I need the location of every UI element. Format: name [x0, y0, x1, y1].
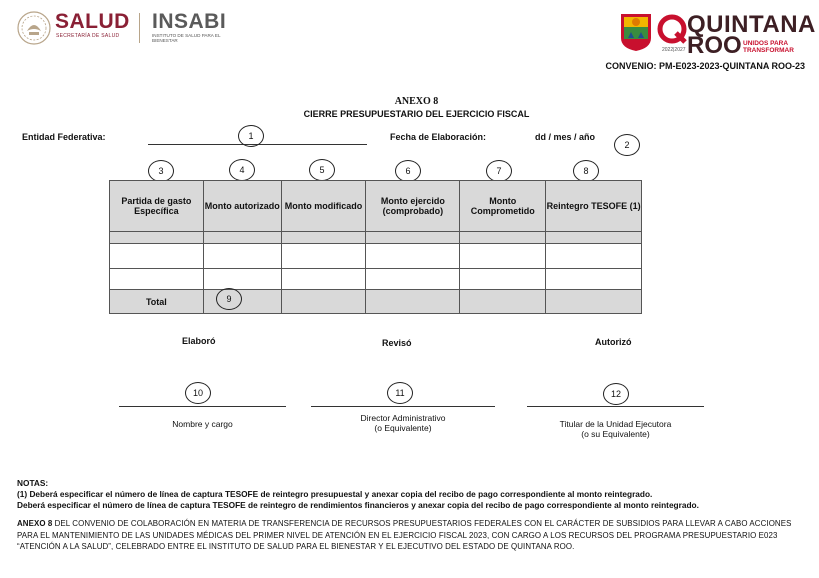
table-cell[interactable]	[203, 232, 281, 244]
mexico-coat-of-arms-logo	[17, 11, 51, 45]
note-line-2: Deberá especificar el número de línea de captura TESOFE de reintegro de rendimientos financieros y anexar copia del recibo de pago correspondiente al monto reintegrado.	[17, 500, 699, 510]
table-cell[interactable]	[366, 232, 460, 244]
header-monto-comprometido: Monto Comprometido	[460, 181, 546, 232]
marker-4: 4	[229, 159, 255, 181]
header-reintegro-tesofe: Reintegro TESOFE (1)	[546, 181, 642, 232]
total-cell[interactable]	[203, 290, 281, 314]
marker-11: 11	[387, 382, 413, 404]
insabi-subtitle: INSTITUTO DE SALUD PARA EL BIENESTAR	[152, 33, 221, 43]
header-partida: Partida de gasto Específica	[110, 181, 204, 232]
signature-line-elaboro[interactable]	[119, 406, 286, 407]
table-cell[interactable]	[366, 244, 460, 269]
table-row	[110, 269, 642, 290]
nombre-cargo-caption: Nombre y cargo	[172, 419, 233, 429]
header-monto-ejercido: Monto ejercido (comprobado)	[366, 181, 460, 232]
director-caption	[311, 413, 495, 433]
reviso-label: Revisó	[382, 338, 412, 348]
table-cell[interactable]	[546, 232, 642, 244]
table-row	[110, 232, 642, 244]
footer-anexo-bold: ANEXO 8	[17, 519, 53, 528]
total-cell[interactable]	[546, 290, 642, 314]
marker-7: 7	[486, 160, 512, 182]
marker-12: 12	[603, 383, 629, 405]
total-cell[interactable]	[366, 290, 460, 314]
qr-tagline: UNIDOS PARA TRANSFORMAR	[743, 40, 794, 54]
table-cell[interactable]	[110, 244, 204, 269]
salud-logo-text: SALUD	[55, 10, 130, 33]
signature-line-reviso[interactable]	[311, 406, 495, 407]
anexo-title: ANEXO 8	[394, 96, 439, 107]
table-cell[interactable]	[203, 269, 281, 290]
signature-line-autorizo[interactable]	[527, 406, 704, 407]
marker-10: 10	[185, 382, 211, 404]
table-cell[interactable]	[546, 244, 642, 269]
note-line-1: (1) Deberá especificar el número de línea de captura TESOFE de reintegro presupuestal y anexar copia del recibo de pago correspondiente al monto reintegrado.	[17, 489, 653, 499]
table-total-row	[110, 290, 642, 314]
marker-6: 6	[395, 160, 421, 182]
table-cell[interactable]	[281, 269, 366, 290]
titular-caption-line1: Titular de la Unidad Ejecutora	[559, 419, 672, 429]
roo-logo-text: ROO	[687, 32, 742, 59]
marker-9: 9	[216, 288, 242, 310]
entidad-label: Entidad Federativa:	[22, 132, 106, 142]
titular-caption-line2: (o su Equivalente)	[581, 429, 650, 439]
salud-subtitle: SECRETARÍA DE SALUD	[56, 33, 120, 39]
elaboro-label: Elaboró	[182, 336, 216, 346]
insabi-logo-text: INSABI	[152, 10, 227, 33]
table-cell[interactable]	[460, 244, 546, 269]
quintana-roo-shield-logo	[619, 12, 653, 52]
total-cell[interactable]	[460, 290, 546, 314]
table-cell[interactable]	[281, 244, 366, 269]
table-cell[interactable]	[460, 232, 546, 244]
logo-separator	[139, 13, 140, 43]
marker-8: 8	[573, 160, 599, 182]
table-cell[interactable]	[110, 232, 204, 244]
footer-text: DEL CONVENIO DE COLABORACIÓN EN MATERIA DE TRANSFERENCIA DE RECURSOS PRESUPUESTARIOS FEDERALES CON EL CARÁCTER DE SUBSIDIOS PARA LLEVAR A CABO ACCIONES PARA EL MANTENIMIENTO DE LAS UNIDADES MÉDICAS DEL PRIMER NIVEL DE ATENCIÓN EN EL EJERCICIO FISCAL 2023, CON CARGO A LOS RECURSOS DEL PROGRAMA PRESUPUESTARIO E023 “ATENCIÓN A LA SALUD”, CELEBRADO ENTRE EL INSTITUTO DE SALUD PARA EL BIENESTAR Y EL EJECUTIVO DEL ESTADO DE QUINTANA ROO.	[17, 519, 792, 551]
table-cell[interactable]	[110, 269, 204, 290]
table-cell[interactable]	[281, 232, 366, 244]
autorizo-label: Autorizó	[595, 337, 632, 347]
document-subtitle: CIERRE PRESUPUESTARIO DEL EJERCICIO FISCAL	[303, 109, 530, 119]
notes-heading: NOTAS:	[17, 478, 49, 488]
marker-3: 3	[148, 160, 174, 182]
table-cell[interactable]	[460, 269, 546, 290]
fecha-label: Fecha de Elaboración:	[390, 132, 487, 142]
table-cell[interactable]	[366, 269, 460, 290]
header-monto-modificado: Monto modificado	[281, 181, 366, 232]
director-caption-line1: Director Administrativo	[360, 413, 446, 423]
table-cell[interactable]	[546, 269, 642, 290]
titular-caption	[527, 419, 704, 439]
marker-1: 1	[238, 125, 264, 147]
marker-2: 2	[614, 134, 640, 156]
table-cell[interactable]	[203, 244, 281, 269]
budget-table	[109, 180, 642, 314]
total-cell[interactable]	[281, 290, 366, 314]
director-caption-line2: (o Equivalente)	[374, 423, 432, 433]
convenio-code: CONVENIO: PM-E023-2023-QUINTANA ROO-23	[605, 61, 805, 71]
fecha-format[interactable]: dd / mes / año	[535, 132, 596, 142]
quintana-logo-text: QUINTANA	[687, 11, 816, 38]
table-row	[110, 244, 642, 269]
quintana-roo-q-icon	[656, 13, 688, 45]
table-header-row	[110, 181, 642, 232]
total-label: Total	[110, 290, 204, 314]
header-monto-autorizado: Monto autorizado	[203, 181, 281, 232]
footer-paragraph	[17, 518, 807, 553]
marker-5: 5	[309, 159, 335, 181]
qr-years: 2022|2027	[662, 47, 686, 53]
